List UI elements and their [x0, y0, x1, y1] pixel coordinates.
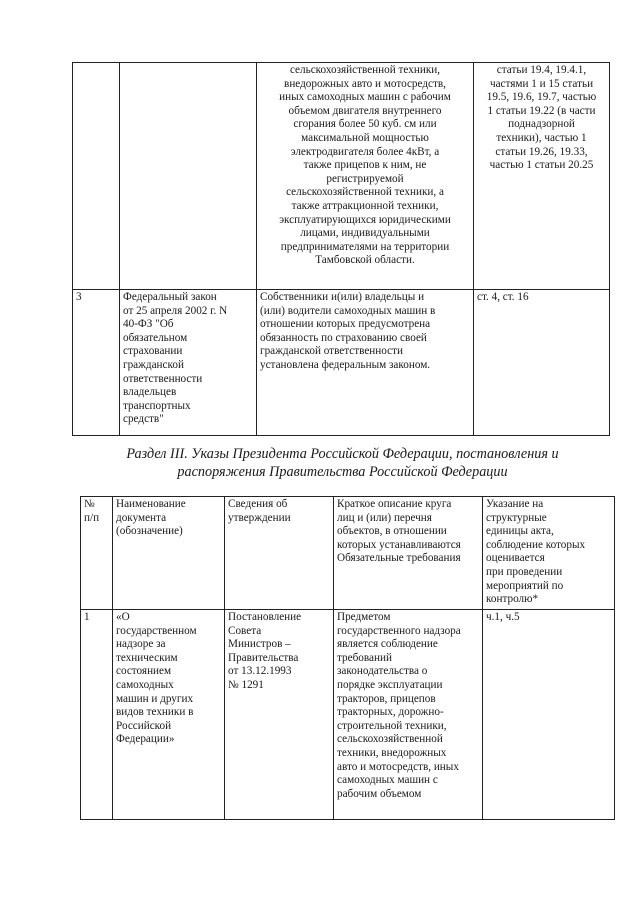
text-line: № — [84, 498, 95, 510]
text-line: лицами, индивидуальными — [300, 227, 430, 240]
text-line: состоянием — [116, 665, 172, 678]
text-line: максимальной мощностью — [301, 131, 429, 144]
text-line: Постановление — [228, 611, 302, 623]
text-line: (обозначение) — [116, 525, 183, 538]
text-line: структурные — [486, 511, 547, 524]
text-line: установлена федеральным законом. — [260, 358, 431, 371]
section-title-line: распоряжения Правительства Российской Федерации — [177, 464, 508, 480]
text-line: Предметом — [337, 611, 391, 623]
text-line: ответственности — [123, 372, 203, 385]
text-line: машин и других — [116, 692, 194, 705]
text-line: Правительства — [228, 651, 299, 664]
cell-number — [73, 63, 120, 290]
decrees-table — [80, 496, 615, 820]
text-line: Тамбовской области. — [315, 254, 415, 267]
header-approval — [225, 497, 334, 610]
text-line: тракторов, прицепов — [337, 692, 436, 705]
text-line: также прицепов к ним, не — [303, 159, 427, 172]
text-line: лиц и (или) перечня — [337, 511, 432, 524]
table-row — [81, 610, 615, 820]
text-line: 1 статьи 19.22 (в части — [487, 104, 596, 117]
cell-name — [113, 610, 225, 820]
text-line: Краткое описание круга — [337, 498, 452, 510]
text-line: государственного надзора — [337, 624, 461, 637]
text-line: Федерации» — [116, 733, 175, 746]
text-line: контролю* — [486, 593, 539, 606]
text-line: 19.5, 19.6, 19.7, частью — [486, 91, 597, 104]
text-line: техники), частью 1 — [496, 131, 587, 144]
cell-units — [474, 63, 610, 290]
text-line: (или) водители самоходных машин в — [260, 304, 436, 317]
text-line: частями 1 и 15 статьи — [489, 77, 594, 90]
text-line: самоходных машин с — [337, 774, 438, 787]
text-line: авто и мотосредств, иных — [337, 760, 459, 773]
text-line: документа — [116, 511, 167, 524]
text-line: регистрируемой — [326, 172, 404, 185]
header-description — [334, 497, 483, 610]
text-line: которых устанавливаются — [337, 538, 461, 551]
table-row — [73, 290, 610, 436]
text-line: иных самоходных машин с рабочим — [279, 91, 451, 104]
table-row — [73, 63, 610, 290]
text-line: транспортных — [123, 399, 191, 412]
text-line: тракторных, дорожно- — [337, 706, 444, 719]
text-line: надзоре за — [116, 638, 166, 651]
header-number — [81, 497, 113, 610]
text-line: Министров – — [228, 638, 291, 651]
cell-description — [257, 63, 474, 290]
cell-units: ч.1, ч.5 — [483, 610, 615, 820]
text-line: гражданской ответственности — [260, 345, 404, 358]
section-title — [60, 445, 625, 481]
text-line: рабочим объемом — [337, 787, 422, 800]
text-line: объектов, в отношении — [337, 525, 447, 538]
text-line: Федеральный закон — [123, 291, 217, 303]
text-line: Российской — [116, 719, 172, 732]
text-line: от 13.12.1993 — [228, 665, 292, 678]
header-name — [113, 497, 225, 610]
text-line: Указание на — [486, 498, 544, 510]
text-line: предпринимателями на территории — [280, 240, 450, 253]
text-line: видов техники в — [116, 706, 194, 719]
text-line: п/п — [84, 511, 100, 524]
text-line: эксплуатирующихся юридическими — [279, 213, 451, 226]
text-line: страховании — [123, 345, 183, 358]
text-line: обязанность по страхованию своей — [260, 331, 427, 344]
cell-units: ст. 4, ст. 16 — [474, 290, 610, 436]
text-line: также аттракционной техники, — [291, 199, 439, 212]
cell-document — [120, 63, 257, 290]
text-line: владельцев — [123, 386, 177, 399]
text-line: «О — [116, 611, 130, 623]
text-line: 40-ФЗ "Об — [123, 318, 174, 331]
text-line: является соблюдение — [337, 638, 438, 651]
text-line: от 25 апреля 2002 г. N — [123, 304, 228, 317]
text-line: сгорания более 50 куб. см или — [293, 118, 437, 131]
text-line: самоходных — [116, 678, 174, 691]
text-line: единицы акта, — [486, 525, 554, 538]
text-line: Собственники и(или) владельцы и — [260, 291, 425, 303]
text-line: статьи 19.4, 19.4.1, — [496, 64, 587, 76]
text-line: объемом двигателя внутреннего — [288, 104, 442, 117]
text-line: оценивается — [486, 552, 545, 565]
text-line: государственном — [116, 624, 197, 637]
continued-table — [72, 62, 610, 436]
text-line: поднадзорной — [508, 118, 575, 131]
cell-description — [334, 610, 483, 820]
cell-number: 1 — [81, 610, 113, 820]
text-line: соблюдение которых — [486, 538, 586, 551]
cell-document — [120, 290, 257, 436]
cell-description — [257, 290, 474, 436]
text-line: техническим — [116, 651, 178, 664]
cell-approval — [225, 610, 334, 820]
text-line: статьи 19.26, 19.33, — [495, 145, 588, 158]
text-line: № 1291 — [228, 678, 264, 691]
text-line: мероприятий по — [486, 579, 564, 592]
text-line: частью 1 статьи 20.25 — [489, 159, 594, 172]
header-units — [483, 497, 615, 610]
text-line: средств" — [123, 413, 164, 426]
text-line: Сведения об — [228, 498, 288, 510]
text-line: внедорожных авто и мотосредств, — [284, 77, 446, 90]
text-line: техники, внедорожных — [337, 746, 447, 759]
text-line: отношении которых предусмотрена — [260, 318, 431, 331]
text-line: сельскохозяйственной техники, а — [286, 186, 444, 199]
section-title-line: Раздел III. Указы Президента Российской Федерации, постановления и — [126, 446, 559, 462]
text-line: порядке эксплуатации — [337, 678, 443, 691]
text-line: требований — [337, 651, 392, 664]
text-line: сельскохозяйственной — [337, 733, 443, 746]
text-line: гражданской — [123, 358, 184, 371]
text-line: Обязательные требования — [337, 552, 461, 565]
text-line: строительной техники, — [337, 719, 447, 732]
cell-number: 3 — [73, 290, 120, 436]
table-header-row — [81, 497, 615, 610]
text-line: законодательства о — [337, 665, 428, 678]
text-line: обязательном — [123, 331, 188, 344]
text-line: Совета — [228, 624, 262, 637]
text-line: сельскохозяйственной техники, — [289, 64, 441, 76]
text-line: при проведении — [486, 565, 563, 578]
text-line: утверждении — [228, 511, 291, 524]
text-line: Наименование — [116, 498, 186, 510]
text-line: электродвигателя более 4кВт, а — [290, 145, 440, 158]
